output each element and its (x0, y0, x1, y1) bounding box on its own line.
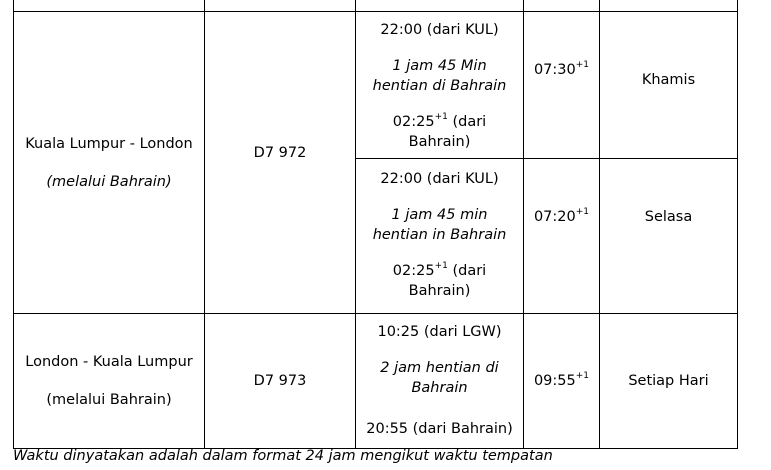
route-via: (melalui Bahrain) (46, 392, 172, 408)
next-day-marker: +1 (434, 112, 448, 123)
transit-origin: Bahrain) (408, 134, 471, 150)
table-cell (600, 0, 738, 12)
departure-cell (356, 314, 524, 449)
route-cell (14, 12, 205, 314)
stopover-line-2: hentian in Bahrain (372, 227, 507, 243)
day-cell (600, 12, 738, 159)
arrival-time: 07:20 (533, 209, 576, 225)
flight-number-cell (205, 12, 356, 314)
transit-departure (356, 261, 523, 281)
table-cell (524, 0, 600, 12)
day-cell (600, 159, 738, 314)
transit-tail: (dari (447, 263, 487, 279)
arrival-time: 09:55 (533, 373, 576, 389)
route-name: Kuala Lumpur - London (25, 135, 193, 152)
next-day-marker: +1 (434, 261, 448, 272)
departure-time: 22:00 (dari KUL) (380, 22, 499, 38)
stopover-line-1: 2 jam hentian di (380, 360, 499, 376)
route-via: (melalui Bahrain) (46, 173, 172, 190)
flight-number-cell (205, 314, 356, 449)
next-day-marker: +1 (575, 60, 590, 71)
table-row (14, 12, 738, 159)
transit-departure: 20:55 (dari Bahrain) (366, 421, 513, 437)
departure-time: 22:00 (dari KUL) (380, 171, 499, 187)
table-row (14, 0, 738, 12)
arrival-cell (524, 314, 600, 449)
flight-number: D7 973 (253, 373, 307, 389)
transit-origin: Bahrain) (408, 283, 471, 299)
table-cell (205, 0, 356, 12)
departure-cell (356, 12, 524, 159)
flight-schedule-table (13, 0, 738, 449)
stopover-line-1: 1 jam 45 min (391, 207, 488, 223)
departure-cell (356, 159, 524, 314)
arrival-cell (524, 12, 600, 159)
operating-day: Setiap Hari (628, 373, 709, 389)
transit-time: 02:25 (392, 263, 435, 279)
arrival-cell (524, 159, 600, 314)
route-cell (14, 314, 205, 449)
next-day-marker: +1 (575, 207, 590, 218)
stopover-line-2: Bahrain (411, 380, 468, 396)
transit-time: 02:25 (392, 114, 435, 130)
flight-number: D7 972 (253, 144, 307, 161)
table-cell (356, 0, 524, 12)
operating-day: Khamis (641, 72, 696, 88)
footnote: Waktu dinyatakan adalah dalam format 24 jam mengikut waktu tempatan (13, 448, 553, 464)
departure-time: 10:25 (dari LGW) (377, 324, 502, 340)
transit-departure (356, 112, 523, 132)
stopover-line-2: hentian di Bahrain (372, 78, 507, 94)
table-cell (14, 0, 205, 12)
next-day-marker: +1 (575, 371, 590, 382)
day-cell (600, 314, 738, 449)
transit-tail: (dari (447, 114, 487, 130)
table-row (14, 314, 738, 449)
route-name: London - Kuala Lumpur (25, 354, 193, 370)
arrival-time: 07:30 (533, 62, 576, 78)
stopover-line-1: 1 jam 45 Min (392, 58, 487, 74)
operating-day: Selasa (644, 209, 693, 225)
